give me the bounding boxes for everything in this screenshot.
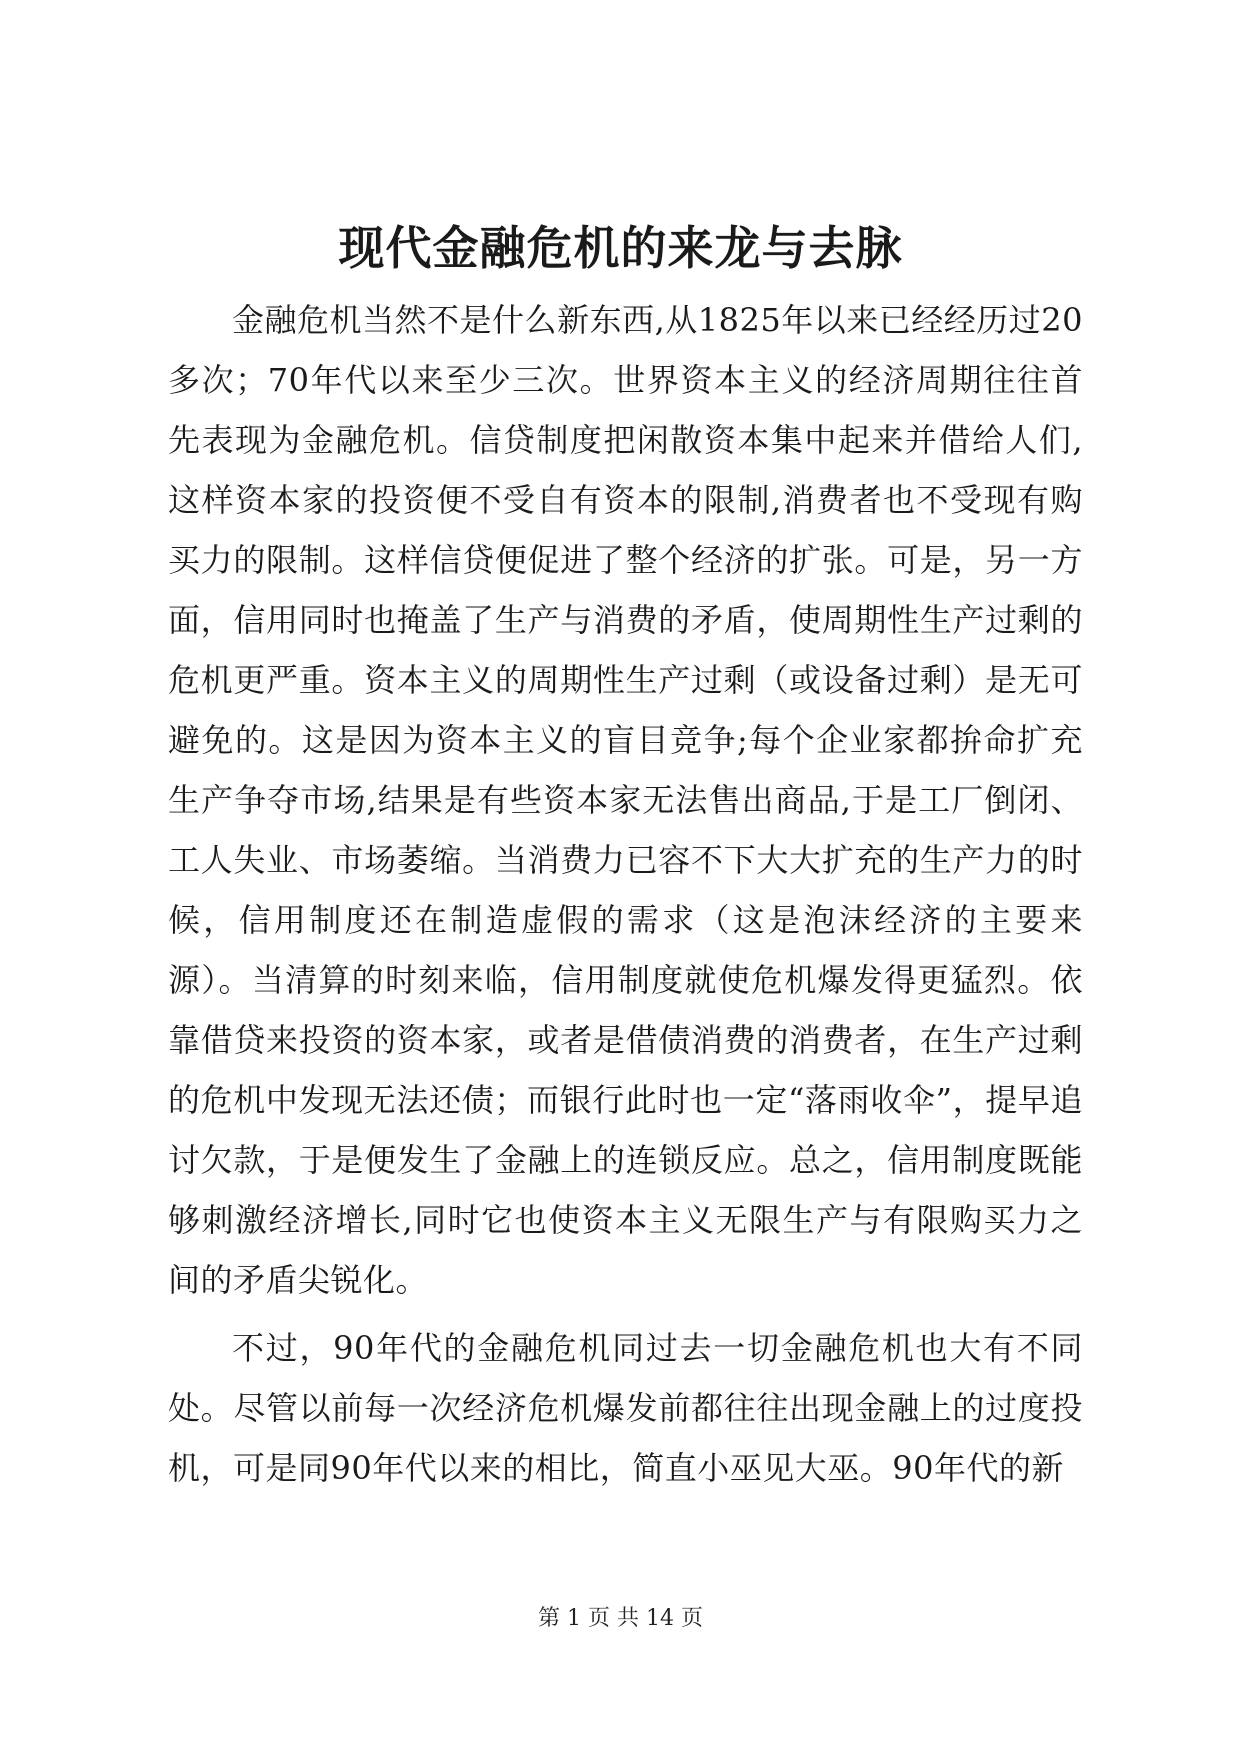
- paragraph-2: 不过，90年代的金融危机同过去一切金融危机也大有不同处。尽管以前每一次经济危机爆发前都往往出现金融上的过度投机，可是同90年代以来的相比，简直小巫见大巫。90年代的新: [168, 1329, 1083, 1487]
- document-title: 现代金融危机的来龙与去脉: [338, 221, 903, 275]
- page-number-footer: 第 1 页 共 14 页: [538, 1606, 703, 1631]
- document-body: [168, 290, 1083, 1506]
- paragraph-1: 金融危机当然不是什么新东西,从1825年以来已经经历过20多次；70年代以来至少三次。世界资本主义的经济周期往往首先表现为金融危机。信贷制度把闲散资本集中起来并借给人们,这样资本家的投资便不受自有资本的限制,消费者也不受现有购买力的限制。这样信贷便促进了整个经济的扩张。可是，另一方面，信用同时也掩盖了生产与消费的矛盾，使周期性生产过剩的危机更严重。资本主义的周期性生产过剩（或设备过剩）是无可避免的。这是因为资本主义的盲目竞争;每个企业家都拚命扩充生产争夺市场,结果是有些资本家无法售出商品,于是工厂倒闭、工人失业、市场萎缩。当消费力已容不下大大扩充的生产力的时候，信用制度还在制造虚假的需求（这是泡沫经济的主要来源）。当清算的时刻来临，信用制度就使危机爆发得更猛烈。依靠借贷来投资的资本家，或者是借债消费的消费者，在生产过剩的危机中发现无法还债；而银行此时也一定“落雨收伞”，提早追讨欠款，于是便发生了金融上的连锁反应。总之，信用制度既能够刺激经济增长,同时它也使资本主义无限生产与有限购买力之间的矛盾尖锐化。: [168, 301, 1083, 1299]
